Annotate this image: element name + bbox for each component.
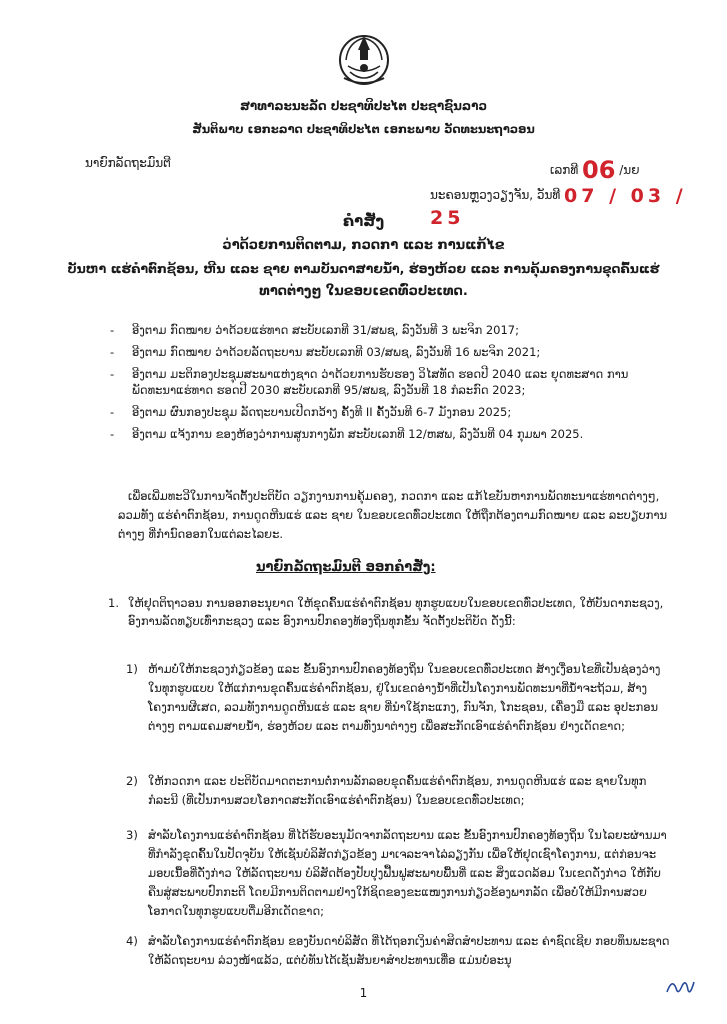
- national-motto: ສັນຕິພາບ ເອກະລາດ ປະຊາທິປະໄຕ ເອກະພາບ ວັດທະນະຖາວອນ: [192, 122, 535, 136]
- place-label: ນະຄອນຫຼວງວຽງຈັນ, ວັນທີ: [430, 188, 561, 202]
- issuer-office: ນາຍົກລັດຖະມົນຕີ: [85, 156, 171, 170]
- order-heading: ນາຍົກລັດຖະມົນຕີ ອອກຄຳສັ່ງ:: [256, 560, 436, 575]
- preamble-paragraph: ເພື່ອເພີ່ມທະວີໃນການຈັດຕັ້ງປະຕິບັດ ວຽກງານການຄຸ້ມຄອງ, ກວດກາ ແລະ ແກ້ໄຂບັນຫາການພັດທະນາແຮ່ທາດຕ່າງໆ, ລວມທັງ ແຮ່ຄຳຕົກຊ້ອນ, ການດູດຫີນແຮ່ ແລະ ຊາຍ ໃນຂອບເຂດທົ່ວປະເທດ ໃຫ້ຖືກຕ້ອງຕາມກົດໝາຍ ແລະ ລະບຽບການຕ່າງໆ ທີ່ກຳນົດອອກໃນແຕ່ລະໄລຍະ.: [118, 489, 668, 541]
- subject-line-3: ທາດຕ່າງໆ ໃນຂອບເຂດທົ່ວປະເທດ.: [259, 284, 468, 299]
- order-item-1: [108, 594, 688, 630]
- subject-line-1: ວ່າດ້ວຍການຕິດຕາມ, ກວດກາ ແລະ ການແກ້ໄຂ: [222, 238, 505, 253]
- reference-item: - ອີງຕາມ ກົດໝາຍ ວ່າດ້ວຍແຮ່ທາດ ສະບັບເລກທີ 31/ສພຊ, ລົງວັນທີ 3 ພະຈິກ 2017;: [110, 323, 519, 337]
- page-number: 1: [359, 986, 368, 1000]
- subject-line-2: ບັນຫາ ແຮ່ຄຳຕົກຊ້ອນ, ຫີນ ແລະ ຊາຍ ຕາມບັນດາສາຍນ້ຳ, ຮ່ອງຫ້ວຍ ແລະ ການຄຸ້ມຄອງການຂຸດຄົ້ນແຮ່: [67, 261, 660, 276]
- reference-list: [110, 322, 670, 448]
- sub-item: 1) ຫ້າມບໍ່ໃຫ້ກະຊວງກ່ຽວຂ້ອງ ແລະ ຂັ້ນອົງການປົກຄອງທ້ອງຖິ່ນ ໃນຂອບເຂດທົ່ວປະເທດ ສ້າງເງື່ອນໄຂທີ່ເປັນຊ່ອງວ່າງ ໃນທຸກຮູບແບບ ໃຫ້ແກ່ການຂຸດຄົ້ນແຮ່ຄຳຕົກຊ້ອນ, ຢູ່ໃນເຂດອ່າງນ້ຳທີ່ເປັນໂຄງການພັດທະນາທີ່ນ້ຳຈະຖ້ວມ, ສ້າງໂຄງການຜີເສດ, ລວມທັງການດູດຫີນແຮ່ ແລະ ຊາຍ ທີ່ນຳໃຊ້ກະແກງ, ກົນຈັກ, ໂກະຊອນ, ເຄື່ອງມື ແລະ ອຸປະກອນຕ່າງໆ ຕາມແຄມສາຍນ້ຳ, ຮ່ອງຫ້ວຍ ແລະ ຕາມທົ່ງນາຕ່າງໆ ເພື່ອສະກັດເອົາແຮ່ຄຳຕົກຊ້ອນ ຢ່າງເດັດຂາດ;: [126, 662, 661, 733]
- number-value: 06: [582, 156, 616, 184]
- sub-item: 2) ໃຫ້ກວດກາ ແລະ ປະຕິບັດມາດຕະການຕໍ່ການລັກລອບຂຸດຄົ້ນແຮ່ຄຳຕົກຊ້ອນ, ການດູດຫີນແຮ່ ແລະ ຊາຍໃນທຸກກໍລະນີ (ທີ່ເປັນການສວຍໂອກາດສະກັດເອົາແຮ່ຄຳຕົກຊ້ອນ) ໃນຂອບເຂດທົ່ວປະເທດ;: [126, 774, 647, 807]
- issue-date: 07 / 03 / 25: [430, 185, 687, 229]
- reference-item: - ອີງຕາມ ກົດໝາຍ ວ່າດ້ວຍລັດຖະບານ ສະບັບເລກທີ 03/ສພຊ, ລົງວັນທີ 16 ພະຈິກ 2021;: [110, 345, 541, 359]
- document-number: [550, 156, 639, 184]
- sub-item: 3) ສຳລັບໂຄງການແຮ່ຄຳຕົກຊ້ອນ ທີ່ໄດ້ຮັບອະນຸມັດຈາກລັດຖະບານ ແລະ ຂັ້ນອົງການປົກຄອງທ້ອງຖິ່ນ ໃນໄລຍະຜ່ານມາ ທີ່ກຳລັງຂຸດຄົ້ນໃນປັດຈຸບັນ ໃຫ້ເຊັນບໍລິສັດກ່ຽວຂ້ອງ ມາເຈລະຈາໄລ່ລຽງກັນ ເພື່ອໃຫ້ຢຸດເຊົາໂຄງການ, ແຕ່ກ່ອນຈະມອບເນື້ອທີ່ດັ່ງກ່າວ ໃຫ້ລັດຖະບານ ບໍລິສັດຕ້ອງປັບປຸງຟື້ນຟູສະພາບພື້ນທີ່ ແລະ ສິ່ງແວດລ້ອມ ໃນເຂດດັ່ງກ່າວ ໃຫ້ກັບຄືນສູ່ສະພາບປົກກະຕິ ໂດຍມີການຕິດຕາມຢ່າງໃກ້ຊິດຂອງຂະແໜງການກ່ຽວຂ້ອງພາກລັດ ເພື່ອບໍ່ໃຫ້ມີການສວຍໂອກາດໃນທຸກຮູບແບບຕື່ມອີກເດັດຂາດ;: [126, 828, 667, 918]
- national-emblem-icon: [336, 28, 392, 88]
- document-title: ຄຳສັ່ງ: [342, 212, 385, 230]
- item-text: ໃຫ້ຢຸດຕິຖາວອນ ການອອກອະນຸຍາດ ໃຫ້ຂຸດຄົ້ນແຮ່ຄຳຕົກຊ້ອນ ທຸກຮູບແບບໃນຂອບເຂດທົ່ວປະເທດ, ໃຫ້ບັນດາກະຊວງ, ອົງການລັດທຽບເທົ່າກະຊວງ ແລະ ອົງການປົກຄອງທ້ອງຖິ່ນທຸກຂັ້ນ ຈັດຕັ້ງປະຕິບັດ ດັ່ງນີ້:: [128, 596, 664, 628]
- item-number: 1.: [108, 596, 119, 610]
- republic-heading: ສາທາລະນະລັດ ປະຊາທິປະໄຕ ປະຊາຊົນລາວ: [239, 99, 488, 113]
- number-prefix: ເລກທີ: [550, 163, 579, 177]
- reference-item: - ອີງຕາມ ຜົນກອງປະຊຸມ ລັດຖະບານເປີດກວ້າງ ຄັ້ງທີ II ຄັ້ງວັນທີ 6-7 ມັງກອນ 2025;: [110, 405, 512, 419]
- number-suffix: /ນຍ: [619, 163, 640, 177]
- sub-item: 4) ສຳລັບໂຄງການແຮ່ຄຳຕົກຊ້ອນ ຂອງບັນດາບໍລິສັດ ທີ່ໄດ້ຖອກເງິນຄ່າສິດສຳປະທານ ແລະ ຄ່າຊົດເຊີຍ ກອບທຶນພະຊາດ ໃຫ້ລັດຖະບານ ລ່ວງໜ້າແລ້ວ, ແຕ່ບໍ່ທັນໄດ້ເຊັນສັນຍາສຳປະທານເທື່ອ ແມ່ນບໍ່ອະນຸ: [126, 934, 670, 967]
- reference-item: - ອີງຕາມ ມະຕິກອງປະຊຸມສະພາແຫ່ງຊາດ ວ່າດ້ວຍການຮັບຮອງ ວິໄສທັດ ຮອດປີ 2040 ແລະ ຍຸດທະສາດ ການພັດທະນາແຮ່ທາດ ຮອດປີ 2030 ສະບັບເລກທີ 95/ສພຊ, ລົງວັນທີ 18 ກໍລະກົດ 2023;: [110, 367, 629, 397]
- reference-item: - ອີງຕາມ ແຈ້ງການ ຂອງຫ້ອງວ່າການສູນກາງພັກ ສະບັບເລກທີ 12/ຫສພ, ລົງວັນທີ 04 ກຸມພາ 2025.: [110, 427, 584, 441]
